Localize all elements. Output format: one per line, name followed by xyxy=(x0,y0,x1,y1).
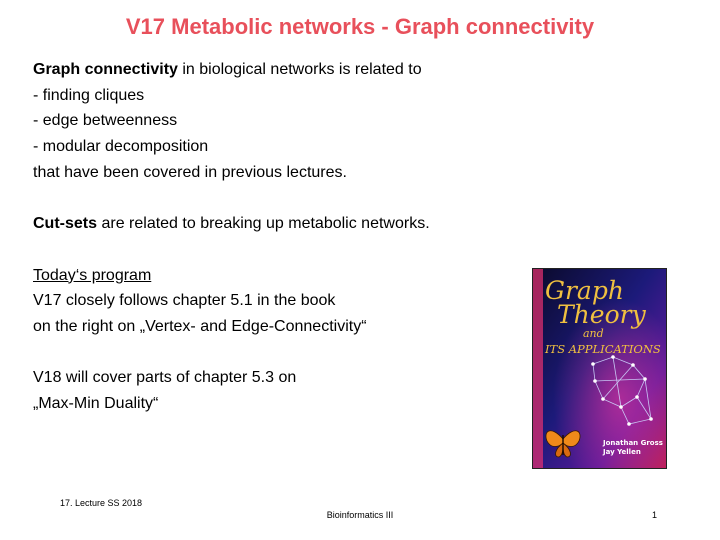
bullet-modular-decomposition: - modular decomposition xyxy=(33,138,209,156)
book-and: and xyxy=(583,327,604,340)
term-cut-sets: Cut-sets xyxy=(33,215,98,233)
footer-course: Bioinformatics III xyxy=(326,510,394,520)
bullet-edge-betweenness: - edge betweenness xyxy=(33,112,178,130)
book-title-line2: Theory xyxy=(557,300,646,329)
slide-body xyxy=(33,57,503,417)
line-vertex-edge-connectivity: on the right on „Vertex- and Edge-Connectivity“ xyxy=(33,318,367,335)
footer-lecture: 17. Lecture SS 2018 xyxy=(60,498,143,508)
line-graph-connectivity xyxy=(33,57,503,83)
line-previous-lectures: that have been covered in previous lectures. xyxy=(33,163,347,181)
footer-page-number: 1 xyxy=(652,510,658,520)
heading-todays-program: Today‘s program xyxy=(33,266,152,284)
book-author-2: Jay Yellen xyxy=(603,448,641,456)
term-graph-connectivity: Graph connectivity xyxy=(33,61,178,78)
line-chapter-5-1: V17 closely follows chapter 5.1 in the book xyxy=(33,292,336,310)
line-6-rest: are related to breaking up metabolic networks. xyxy=(97,215,430,233)
book-author-1: Jonathan Gross xyxy=(603,439,663,447)
spacer xyxy=(33,237,503,263)
line-1-rest: in biological networks is related to xyxy=(177,61,422,78)
line-v18-chapter-5-3: V18 will cover parts of chapter 5.3 on xyxy=(33,369,297,387)
bullet-cliques: - finding cliques xyxy=(33,86,145,104)
book-subtitle: ITS APPLICATIONS xyxy=(545,342,661,356)
spacer xyxy=(33,340,503,366)
slide-title: V17 Metabolic networks - Graph connectivity xyxy=(125,14,595,39)
spacer xyxy=(33,186,503,212)
line-cut-sets xyxy=(33,211,503,237)
book-cover-image xyxy=(533,269,666,468)
line-max-min-duality: „Max-Min Duality“ xyxy=(33,395,159,413)
book-title-line1: Graph xyxy=(545,276,624,305)
